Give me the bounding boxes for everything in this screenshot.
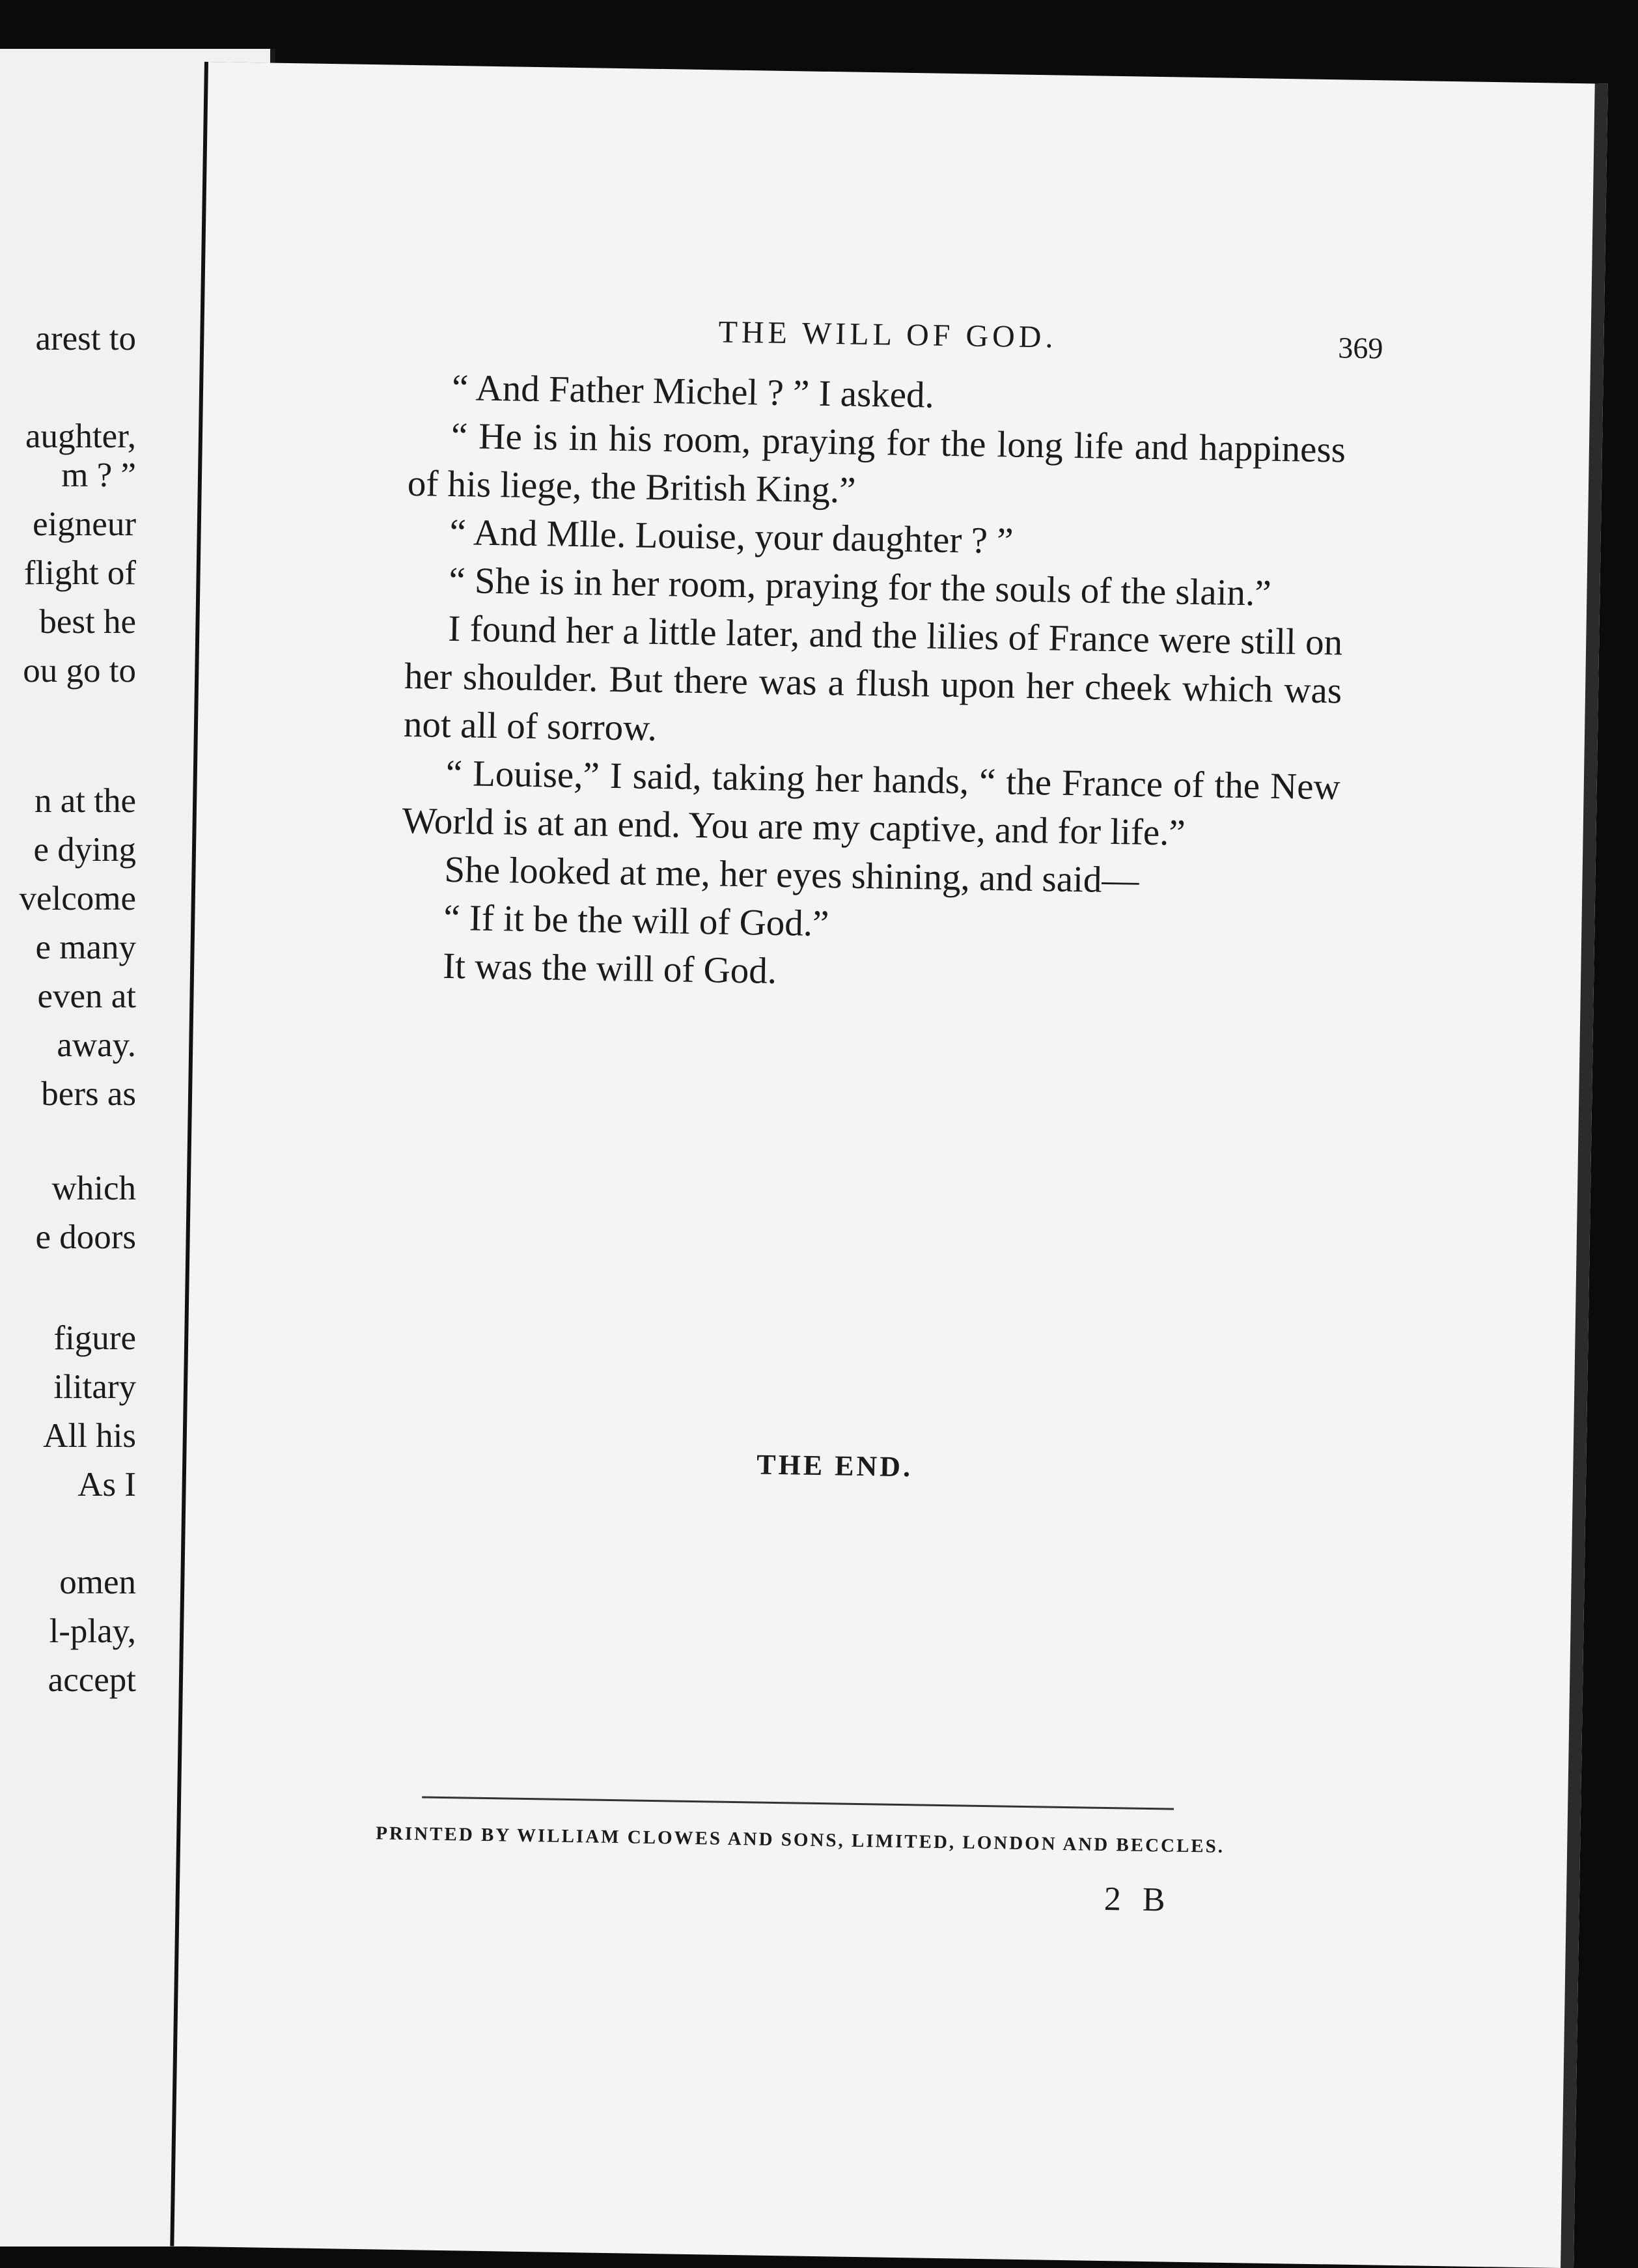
facing-page-line: velcome — [19, 880, 136, 917]
book-page — [174, 62, 1607, 2268]
facing-page-line: e many — [35, 929, 136, 966]
facing-page-line: even at — [37, 977, 136, 1015]
facing-page-line: accept — [48, 1661, 136, 1699]
paragraph: I found her a little later, and the lilies of France were still on her shoulder. But there was a flush upon her cheek which was not all of sorrow. — [403, 608, 1343, 749]
paragraph: “ He is in his room, praying for the long life and happiness of his liege, the British King.” — [407, 415, 1346, 511]
paragraph: It was the will of God. — [442, 945, 777, 992]
paragraph: “ Louise,” I said, taking her hands, “ the France of the New World is at an end. You are my captive, and for life.” — [402, 752, 1341, 854]
facing-page-line: which — [51, 1169, 136, 1207]
page-edge — [1561, 83, 1608, 2268]
facing-page-line: away. — [57, 1026, 136, 1064]
facing-page-line: eigneur — [33, 505, 136, 543]
page-number: 369 — [1337, 331, 1383, 365]
paragraph: “ And Father Michel ? ” I asked. — [451, 367, 935, 416]
facing-page-line: l-play, — [49, 1612, 136, 1650]
paragraph: She looked at me, her eyes shining, and said— — [444, 848, 1139, 901]
the-end-heading: THE END. — [756, 1448, 913, 1483]
paragraph: “ And Mlle. Louise, your daughter ? ” — [449, 511, 1014, 562]
facing-page-line: figure — [53, 1319, 136, 1357]
facing-page-line: e dying — [33, 831, 136, 869]
facing-page-line: bers as — [41, 1075, 136, 1113]
facing-page-line: ou go to — [23, 652, 136, 690]
facing-page-line: aughter, — [25, 417, 136, 455]
body-text — [400, 363, 1347, 1004]
imprint-rule — [422, 1796, 1174, 1810]
facing-page-line: e doors — [35, 1218, 136, 1256]
paragraph: “ If it be the will of God.” — [443, 897, 829, 945]
running-head: THE WILL OF GOD. — [718, 315, 1057, 355]
facing-page-line: best he — [39, 603, 136, 641]
signature-mark: 2 B — [1104, 1880, 1172, 1919]
facing-page-line: arest to — [35, 320, 136, 357]
printer-imprint: PRINTED BY WILLIAM CLOWES AND SONS, LIMITED, LONDON AND BECCLES. — [376, 1823, 1225, 1857]
facing-page-line: ilitary — [53, 1368, 136, 1406]
facing-page-line: omen — [59, 1563, 136, 1601]
facing-page-line: n at the — [35, 782, 136, 820]
facing-page-line: All his — [43, 1417, 136, 1455]
facing-page-line: flight of — [23, 554, 136, 592]
paragraph: “ She is in her room, praying for the souls of the slain.” — [449, 559, 1272, 614]
facing-page-line: m ? ” — [61, 456, 136, 494]
facing-page-line: As I — [77, 1466, 136, 1504]
